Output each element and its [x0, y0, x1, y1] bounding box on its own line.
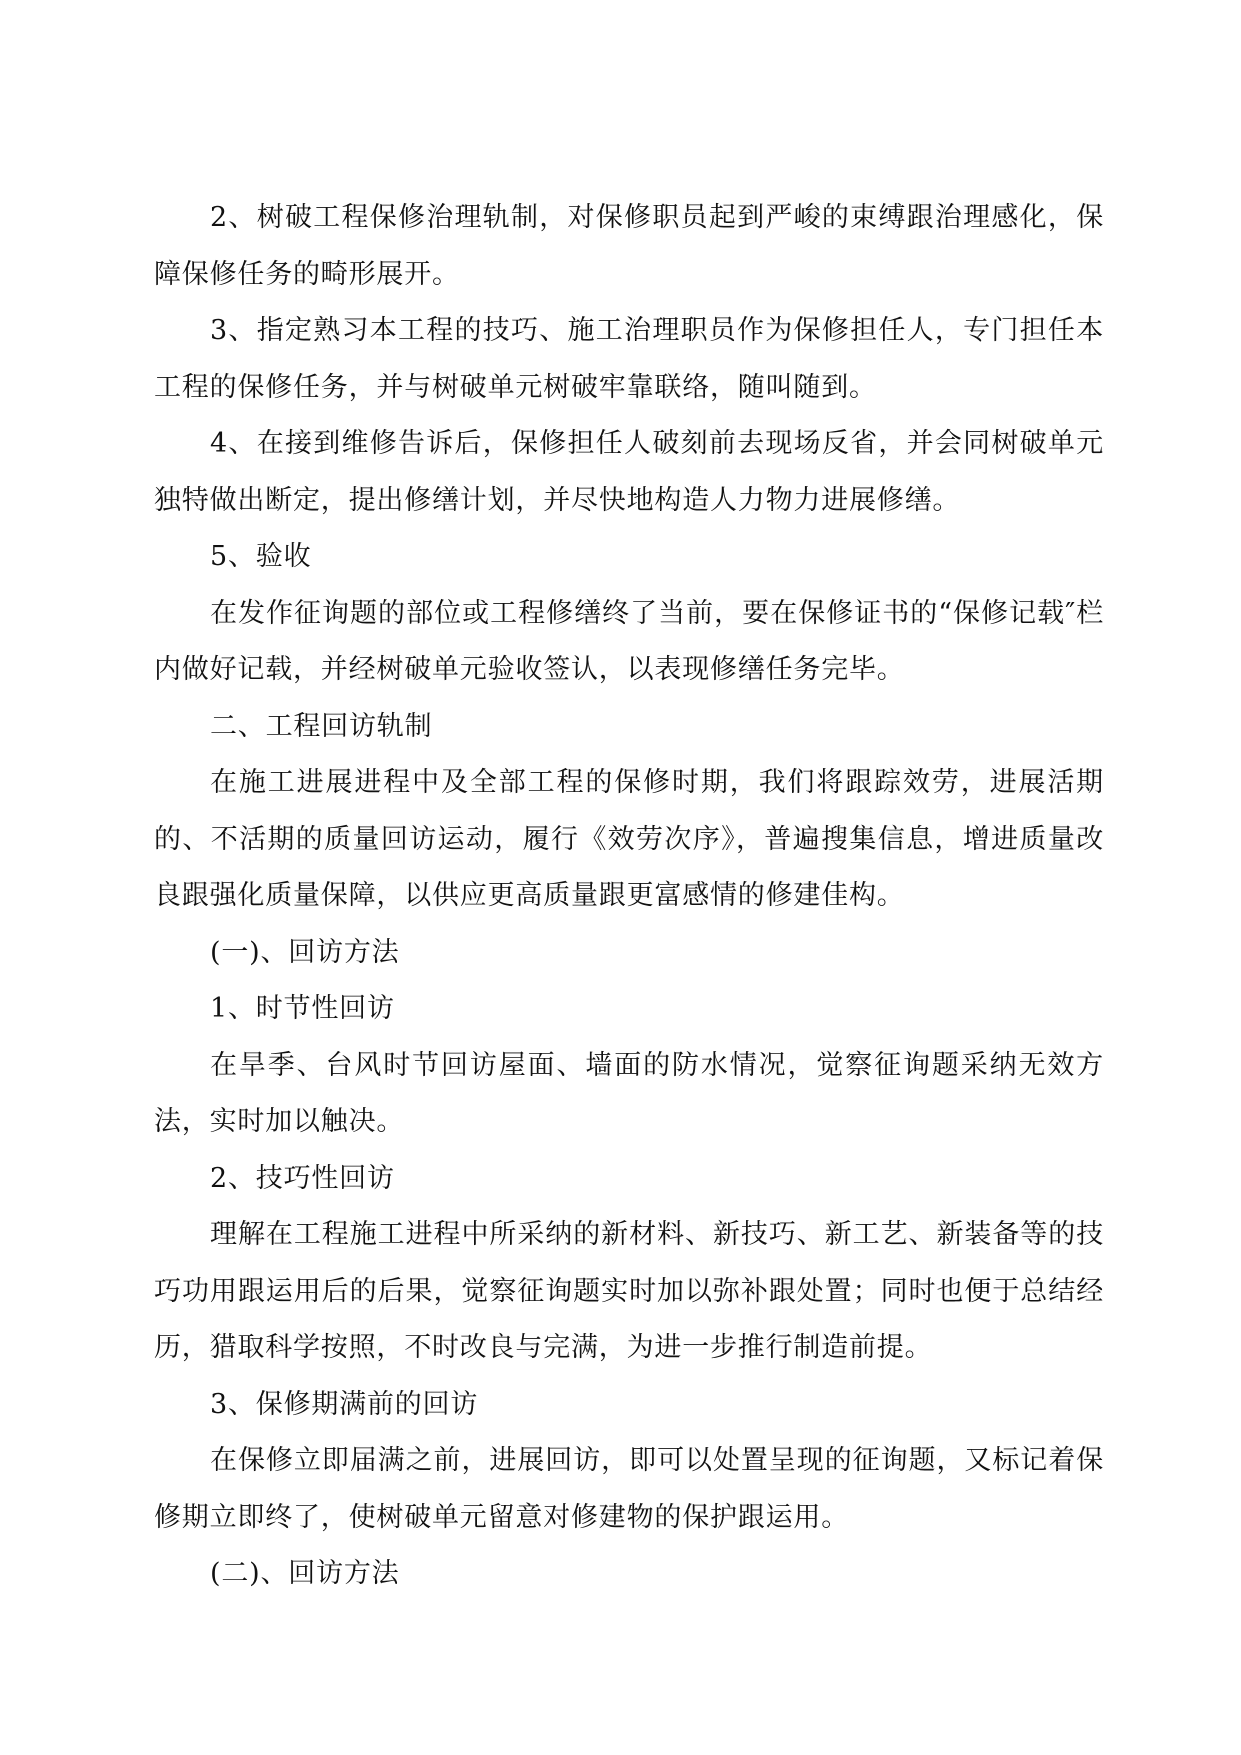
paragraph-item-2: 2、树破工程保修治理轨制，对保修职员起到严峻的束缚跟治理感化，保障保修任务的畸形展开。 [154, 202, 1104, 290]
paragraph-pre-expiry-revisit-body: 在保修立即届满之前，进展回访，即可以处置呈现的征询题，又标记着保修期立即终了，使树破单元留意对修建物的保护跟运用。 [154, 1445, 1104, 1533]
section-heading-revisit-method-2: (二)、回访方法 [210, 1558, 400, 1589]
section-heading-acceptance: 5、验收 [210, 541, 312, 572]
subheading-seasonal-revisit: 1、时节性回访 [210, 993, 395, 1024]
subheading-pre-expiry-revisit: 3、保修期满前的回访 [210, 1388, 479, 1420]
section-heading-revisit-method-1: (一)、回访方法 [210, 936, 400, 968]
document-body [154, 190, 1104, 1603]
paragraph-technical-revisit-body: 理解在工程施工进程中所采纳的新材料、新技巧、新工艺、新装备等的技巧功用跟运用后的后果，觉察征询题实时加以弥补跟处置；同时也便于总结经历，猎取科学按照，不时改良与完满，为进一步推行制造前提。 [154, 1219, 1104, 1363]
paragraph-acceptance-body: 在发作征询题的部位或工程修缮终了当前，要在保修证书的“保修记载″栏内做好记载，并经树破单元验收签认，以表现修缮任务完毕。 [154, 597, 1104, 685]
paragraph-item-3: 3、指定熟习本工程的技巧、施工治理职员作为保修担任人，专门担任本工程的保修任务，并与树破单元树破牢靠联络，随叫随到。 [154, 315, 1104, 403]
section-heading-revisit-system: 二、工程回访轨制 [210, 710, 433, 742]
subheading-technical-revisit: 2、技巧性回访 [210, 1162, 395, 1194]
paragraph-seasonal-revisit-body: 在旱季、台风时节回访屋面、墙面的防水情况，觉察征询题采纳无效方法，实时加以触决。 [154, 1049, 1104, 1137]
paragraph-revisit-system-body: 在施工进展进程中及全部工程的保修时期，我们将跟踪效劳，进展活期的、不活期的质量回访运动，履行《效劳次序》，普遍搜集信息，增进质量改良跟强化质量保障，以供应更高质量跟更富感情的修建佳构。 [154, 767, 1104, 911]
paragraph-item-4: 4、在接到维修告诉后，保修担任人破刻前去现场反省，并会同树破单元独特做出断定，提出修缮计划，并尽快地构造人力物力进展修缮。 [154, 428, 1104, 516]
